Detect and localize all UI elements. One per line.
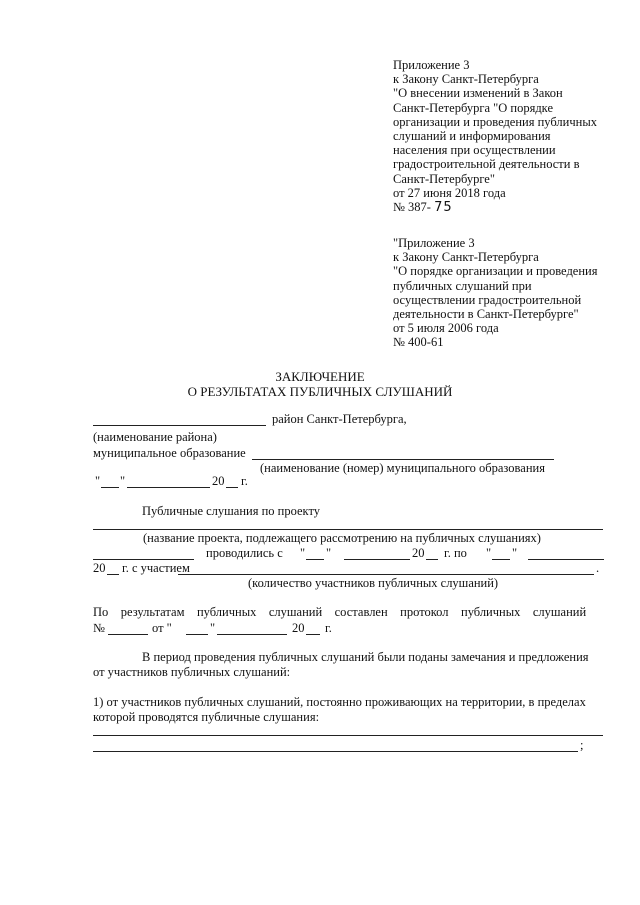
held-end-suffix: г. с участием [122, 561, 190, 575]
protocol-month-blank [217, 634, 287, 635]
appendix-line: градостроительной деятельности в [393, 157, 580, 172]
appendix-line: слушаний и информирования [393, 129, 551, 144]
held-from-year: 20 [412, 546, 425, 560]
appendix-line: населения при осуществлении [393, 143, 556, 158]
held-end-period: . [596, 561, 600, 575]
item1-line-2: которой проводятся публичные слушания: [93, 710, 320, 724]
appendix-line: "О порядке организации и проведения [393, 264, 598, 279]
appendix-line: "Приложение 3 [393, 236, 475, 250]
municipality-blank [252, 459, 554, 460]
appendix-line: Приложение 3 [393, 58, 470, 72]
held-from-month-blank [344, 559, 410, 560]
date-year-suffix: г. [241, 474, 248, 488]
protocol-year-blank [306, 634, 320, 635]
hearings-intro: Публичные слушания по проекту [142, 504, 321, 518]
project-blank [93, 529, 603, 530]
held-to-close: " [512, 546, 518, 560]
appendix-amending-block [393, 58, 597, 215]
participants-blank [178, 574, 594, 575]
appendix-line: от 27 июня 2018 года [393, 185, 506, 200]
held-from-close: " [326, 546, 332, 560]
appendix-original-block [393, 236, 597, 350]
protocol-year-suffix: г. [325, 621, 332, 635]
appendix-line: "О внесении изменений в Закон [393, 86, 563, 101]
participants-caption: (количество участников публичных слушаний) [248, 576, 499, 590]
held-from-open: " [300, 546, 306, 560]
date-year-blank [226, 487, 238, 488]
appendix-line: публичных слушаний при [393, 278, 532, 293]
protocol-number-blank [108, 634, 148, 635]
held-to-month-blank [528, 559, 604, 560]
appendix-line: осуществлении градостроительной [393, 292, 582, 307]
held-end-year-blank [107, 574, 119, 575]
held-place-blank [93, 559, 194, 560]
district-caption: (наименование района) [93, 430, 217, 444]
municipality-caption: (наименование (номер) муниципального образования [260, 461, 545, 475]
item1-end: ; [580, 738, 584, 752]
law-number [393, 200, 597, 215]
date-year: 20 [212, 474, 225, 488]
date-day-blank [101, 487, 119, 488]
held-from-day-blank [306, 559, 324, 560]
date-open-quote: " [95, 474, 101, 488]
protocol-day-blank [186, 634, 208, 635]
document-title [0, 369, 640, 399]
title-line-1: ЗАКЛЮЧЕНИЕ [275, 369, 365, 384]
protocol-from: от " [152, 621, 172, 635]
appendix-line: к Закону Санкт-Петербурга [393, 72, 539, 87]
date-close-quote: " [120, 474, 126, 488]
appendix-line: к Закону Санкт-Петербурга [393, 250, 539, 265]
title-line-2: О РЕЗУЛЬТАТАХ ПУБЛИЧНЫХ СЛУШАНИЙ [187, 384, 453, 399]
appendix-line: Санкт-Петербурга "О порядке [393, 100, 553, 115]
held-from-year-blank [426, 559, 438, 560]
date-month-blank [127, 487, 210, 488]
item1-blank-2 [93, 751, 578, 752]
item1-line-1: 1) от участников публичных слушаний, постоянно проживающих на территории, в пределах [93, 695, 586, 709]
protocol-no: № [93, 621, 105, 635]
held-to-day-blank [492, 559, 510, 560]
appendix-line: от 5 июля 2006 года [393, 321, 499, 336]
appendix-line: организации и проведения публичных [393, 114, 597, 129]
held-to-open: " [486, 546, 492, 560]
municipality-label: муниципальное образование [93, 446, 246, 460]
law-number-prefix: № 387- [393, 200, 431, 215]
district-suffix: район Санкт-Петербурга, [272, 412, 407, 426]
held-end-year: 20 [93, 561, 106, 575]
held-label: проводились с [206, 546, 283, 560]
appendix-line: Санкт-Петербурге" [393, 171, 495, 186]
protocol-year: 20 [292, 621, 305, 635]
appendix-line: деятельности в Санкт-Петербурге" [393, 307, 579, 322]
item1-blank-1 [93, 735, 603, 736]
protocol-text: По результатам публичных слушаний составлен протокол публичных слушаний [93, 605, 587, 619]
held-to-label: г. по [444, 546, 467, 560]
period-line-2: от участников публичных слушаний: [93, 665, 291, 679]
appendix-line: № 400-61 [393, 335, 444, 350]
period-line-1: В период проведения публичных слушаний были поданы замечания и предложения [142, 650, 589, 664]
district-blank [93, 425, 266, 426]
law-number-handwritten: 75 [434, 200, 453, 216]
protocol-close-quote: " [210, 621, 216, 635]
project-caption: (название проекта, подлежащего рассмотрению на публичных слушаниях) [143, 531, 541, 545]
